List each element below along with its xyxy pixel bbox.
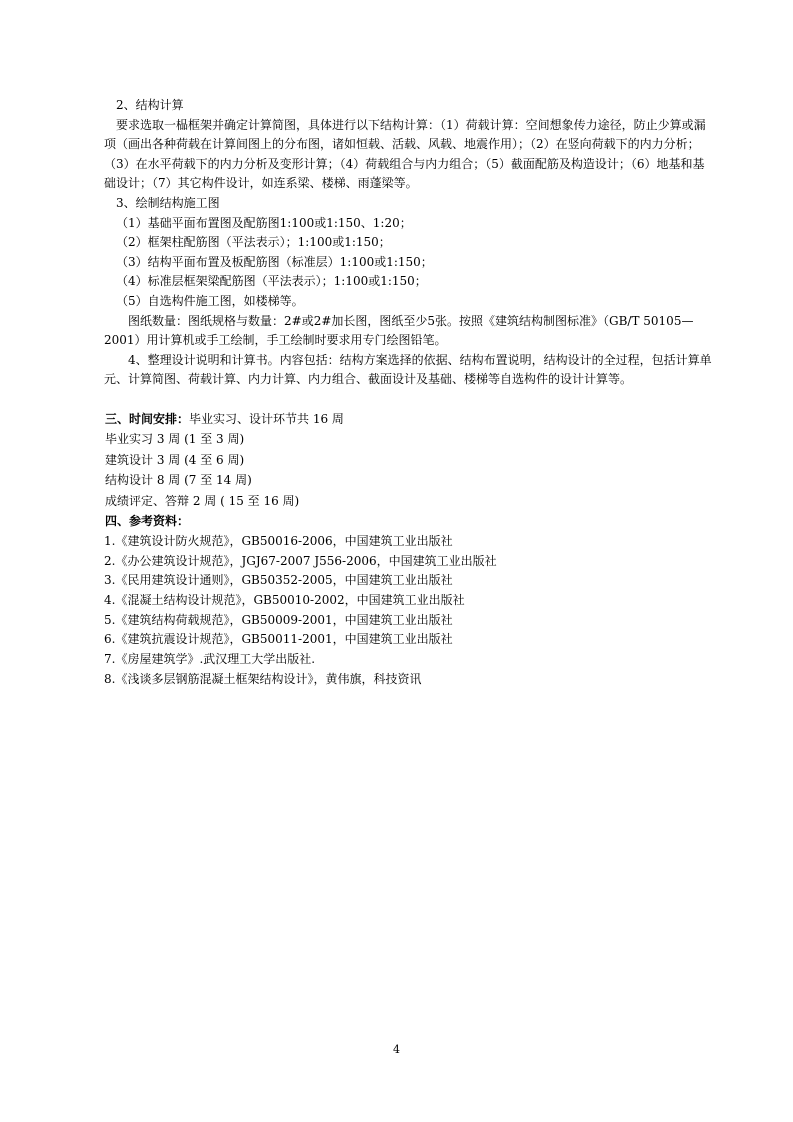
reference-item: 6.《建筑抗震设计规范》，GB50011-2001，中国建筑工业出版社 — [104, 632, 453, 647]
structural-calc-body: 要求选取一榀框架并确定计算简图，具体进行以下结构计算：（1）荷载计算：空间想象传力途径，防止少算或漏项（画出各种荷载在计算间图上的分布图，诸如恒载、活载、风载、地震作用）；（2）在竖向荷载下的内力分析；（3）在水平荷载下的内力分析及变形计算；（4）荷载组合与内力组合；（5）截面配筋及构造设计；（6）地基和基础设计；（7）其它构件设计，如连系梁、楼梯、雨蓬梁等。 — [104, 117, 706, 191]
schedule-summary: 毕业实习、设计环节共 16 周 — [189, 411, 344, 426]
drawings-list — [104, 214, 712, 312]
reference-item: 5.《建筑结构荷载规范》，GB50009-2001，中国建筑工业出版社 — [104, 612, 453, 627]
page-number: 4 — [393, 1043, 400, 1056]
schedule-item: 建筑设计 3 周 (4 至 6 周) — [105, 452, 245, 467]
references-title: 四、参考资料： — [105, 514, 190, 529]
drawings-quantity: 图纸数量：图纸规格与数量：2#或2#加长图，图纸至少5张。按照《建筑结构制图标准》（GB/T 50105—2001）用计算机或手工绘制，手工绘制时要求用专门绘图铅笔。 — [104, 313, 694, 348]
page-content — [104, 96, 712, 690]
schedule-item: 结构设计 8 周 (7 至 14 周) — [105, 473, 252, 488]
structural-calc-heading: 2、结构计算 — [116, 98, 184, 112]
drawing-item: （2）框架柱配筋图（平法表示）；1:100或1:150； — [116, 235, 391, 250]
references-list — [104, 532, 712, 690]
schedule-title: 三、时间安排： — [105, 411, 190, 426]
reference-item: 8.《浅谈多层钢筋混凝土框架结构设计》，黄伟旗，科技资讯 — [104, 671, 422, 686]
reference-item: 2.《办公建筑设计规范》，JGJ67-2007 J556-2006，中国建筑工业出版社 — [104, 553, 497, 568]
schedule-section — [104, 409, 712, 532]
drawing-item: （4）标准层框架梁配筋图（平法表示）；1:100或1:150； — [116, 274, 427, 289]
drawing-item: （3）结构平面布置及板配筋图（标准层）1:100或1:150； — [116, 254, 433, 269]
schedule-item: 毕业实习 3 周 (1 至 3 周) — [105, 432, 245, 447]
reference-item: 1.《建筑设计防火规范》，GB50016-2006，中国建筑工业出版社 — [104, 533, 453, 548]
drawing-item: （1）基础平面布置图及配筋图1:100或1:150、1:20； — [116, 215, 412, 230]
reference-item: 7.《房屋建筑学》.武汉理工大学出版社. — [104, 652, 316, 667]
section-gap — [104, 390, 712, 409]
reference-item: 4.《混凝土结构设计规范》，GB50010-2002，中国建筑工业出版社 — [104, 593, 465, 608]
reference-item: 3.《民用建筑设计通则》，GB50352-2005，中国建筑工业出版社 — [104, 573, 453, 588]
calc-report-text: 4、整理设计说明和计算书。内容包括：结构方案选择的依据、结构布置说明，结构设计的全过程，包括计算单元、计算简图、荷载计算、内力计算、内力组合、截面设计及基础、楼梯等自选构件的设计计算等。 — [104, 352, 712, 387]
drawing-item: （5）自选构件施工图，如楼梯等。 — [116, 293, 304, 308]
schedule-item: 成绩评定、答辩 2 周 ( 15 至 16 周) — [105, 493, 300, 508]
schedule-header — [105, 409, 712, 430]
drawings-heading: 3、绘制结构施工图 — [116, 195, 220, 210]
